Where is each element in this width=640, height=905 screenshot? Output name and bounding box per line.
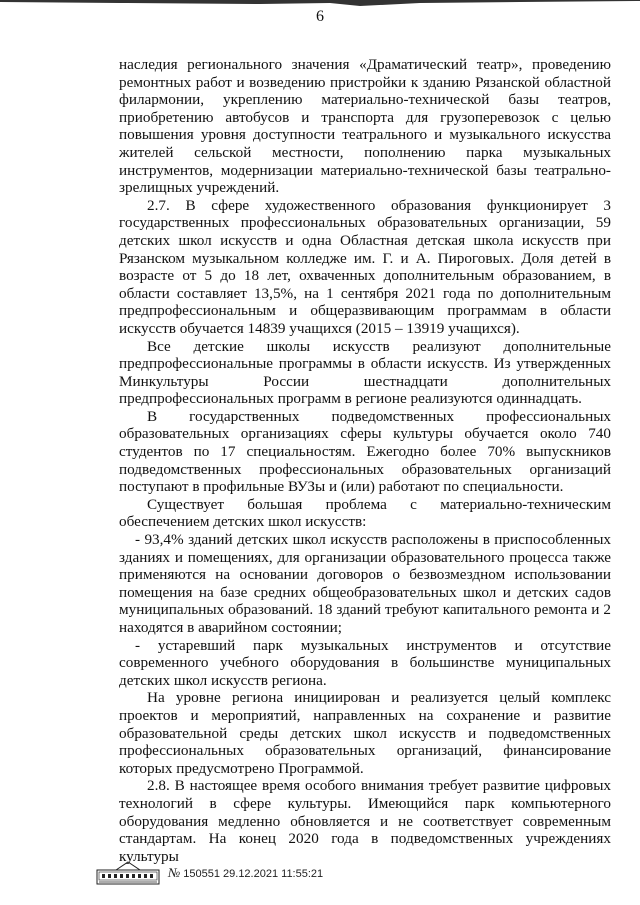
paragraph: В государственных подведомственных профессиональных образовательных организациях сферы культуры обучается около 740 студентов по 17 специальностям. Ежегодно более 70% выпускников подведомственных профессиональных образовательных организаций поступают в профильные ВУЗы и (или) работают по специальности. (119, 407, 611, 496)
paragraph: наследия регионального значения «Драматический театр», проведению ремонтных работ и возведению пристройки к зданию Рязанской областной филармонии, укреплению материально-технической базы театров, приобретению автобусов и транспорта для грузоперевозок с целью повышения уровня доступности театрального и музыкального искусства жителей сельской местности, пополнению парка музыкальных инструментов, модернизации материально-технической базы театрально-зрелищных учреждений. (119, 56, 611, 197)
document-registry-logo-icon (96, 860, 160, 886)
document-footer (96, 860, 426, 886)
paragraph: Все детские школы искусств реализуют дополнительные предпрофессиональные программы в области искусств. Из утвержденных Минкультуры России шестнадцати дополнительных предпрофессиональных программ в регионе реализуются одиннадцать. (119, 337, 611, 408)
paragraph: На уровне региона инициирован и реализуется целый комплекс проектов и мероприятий, направленных на сохранение и развитие образовательной среды детских школ искусств и подведомственных профессиональных образовательных организаций, финансирование которых предусмотрено Программой. (119, 689, 611, 777)
paragraph: 2.8. В настоящее время особого внимания требует развитие цифровых технологий в сфере культуры. Имеющийся парк компьютерного оборудования медленно обновляется и не соответствует современным стандартам. На конец 2020 года в подведомственных учреждениях культуры (119, 777, 611, 865)
list-item: - 93,4% зданий детских школ искусств расположены в приспособленных зданиях и помещениях, для организации образовательного процесса также применяются на основании договоров о безвозмездном использовании помещения на базе средних общеобразовательных школ и детских садов муниципальных образований. 18 зданий требуют капитального ремонта и 2 находятся в аварийном состоянии; (119, 531, 611, 636)
list-item: - устаревший парк музыкальных инструментов и отсутствие современного учебного оборудования в большинстве муниципальных детских школ искусств региона. (119, 636, 611, 689)
paragraph: 2.7. В сфере художественного образования функционирует 3 государственных профессиональных образовательных организации, 59 детских школ искусств и одна Областная детская школа искусств при Рязанском музыкальном колледже им. Г. и А. Пироговых. Доля детей в возрасте от 5 до 18 лет, охваченных дополнительным образованием, в области составляет 13,5%, на 1 сентября 2021 года по дополнительным предпрофессиональным и общеразвивающим программам в области искусств обучается 14839 учащихся (2015 – 13919 учащихся). (119, 196, 611, 337)
registration-number-timestamp: 150551 29.12.2021 11:55:21 (183, 868, 324, 880)
registration-reference (168, 865, 323, 881)
document-body (119, 56, 611, 865)
number-sign: № (168, 865, 181, 880)
paragraph: Существует большая проблема с материально-техническим обеспечением детских школ искусств: (119, 495, 611, 531)
page-number: 6 (316, 8, 324, 25)
